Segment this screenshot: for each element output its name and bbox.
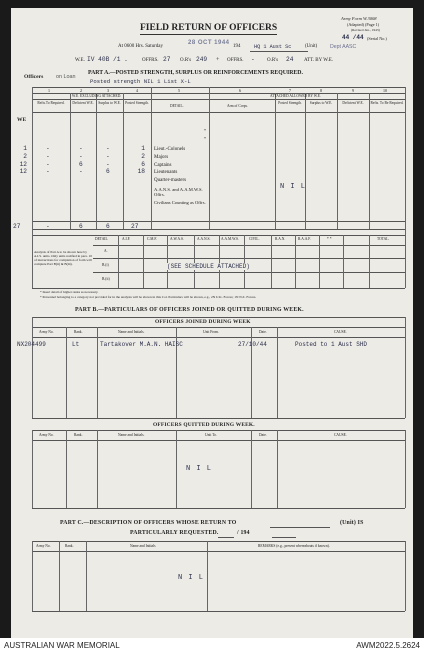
date-stamp: 28 OCT 1944: [188, 40, 230, 46]
att-label: ATT. BY W.E.: [304, 58, 334, 63]
we-excl-header: W.E. EXCLUDING ATTACHED.: [72, 94, 122, 98]
detail-label: DETAIL: [95, 237, 108, 241]
attached-nil: N I L: [280, 183, 307, 191]
analysis-col-raaf: R.A.A.F.: [298, 237, 311, 241]
col1-values: - - - -: [46, 145, 50, 176]
part-c-col-name: Name and Initials: [130, 544, 156, 548]
analysis-col-aamws: A.A.M.W.S.: [221, 237, 239, 241]
col-label-4: Posted Strength.: [125, 101, 149, 105]
col3-values: - - - 6: [106, 145, 110, 176]
offrs2-label: OFFRS.: [227, 58, 244, 63]
col-label-9: Deficient W.E.: [342, 101, 364, 105]
year-label: 194: [233, 44, 241, 49]
col2-values: - - 6 -: [79, 145, 83, 176]
posted-strength-note: Posted strength NIL 1 List X-L: [90, 78, 191, 85]
col-num-3: 3: [107, 88, 109, 93]
we-value: IV 40B /1 .: [87, 56, 128, 63]
on-loan-stamp: on Loan: [56, 74, 76, 80]
detail-row-aans: A.A.N.S. and A.A.M.W.S. Offrs.: [154, 187, 203, 198]
at-hours-label: At 0600 Hrs. Saturday: [118, 44, 163, 49]
joined-col-rank: Rank.: [74, 330, 83, 334]
we-side-label: WE: [17, 117, 27, 123]
total-col1: -: [46, 223, 50, 230]
quitted-col-date: Date.: [259, 433, 267, 437]
officers-on-label: Officers: [24, 74, 44, 80]
analysis-col-aans: A.A.N.S.: [197, 237, 211, 241]
joined-name: Tartakover M.A.N. HAISC: [100, 341, 183, 348]
quitted-col-cause: CAUSE.: [334, 433, 347, 437]
row-a: A.: [104, 249, 108, 253]
row-bi: B.(i): [102, 263, 109, 267]
footer-left: AUSTRALIAN WAR MEMORIAL: [4, 641, 120, 650]
we-label: W.E.: [75, 58, 85, 63]
quitted-col-rank: Rank.: [74, 433, 83, 437]
part-c-date: / 194: [237, 530, 250, 536]
col-label-10: Refts. To Be Required.: [370, 101, 404, 105]
col-num-6: 6: [239, 88, 241, 93]
part-b-title: PART B.—PARTICULARS OF OFFICERS JOINED OR QUITTED DURING WEEK.: [75, 307, 304, 313]
unit-typed: HQ 1 Aust Sc: [254, 44, 292, 50]
joined-rank: Lt: [72, 341, 80, 348]
analysis-col-cmf: C.M.F.: [147, 237, 157, 241]
col-num-4: 4: [136, 88, 138, 93]
detail-row: Lieutenants: [154, 170, 178, 176]
form-title: FIELD RETURN OF OFFICERS: [140, 23, 278, 33]
col-label-5: DETAIL.: [170, 104, 184, 108]
col-num-7: 7: [289, 88, 291, 93]
col-num-2: 2: [80, 88, 82, 93]
footnote-1: * Insert detail of higher ranks as necessary.: [40, 290, 99, 294]
analysis-col-awas: A.W.A.S.: [170, 237, 184, 241]
footer-right: AWM2022.5.2624: [356, 641, 420, 650]
col-label-1: Refts.To Required.: [37, 101, 65, 105]
quitted-nil: N I L: [186, 465, 213, 473]
offrs-label: OFFRS.: [142, 58, 159, 63]
part-c-particularly: PARTICULARLY REQUESTED.: [130, 530, 219, 536]
joined-col-cause: CAUSE.: [334, 330, 347, 334]
analysis-note: Analysis of Part A to be shown here by A.I.S. units. Only units notified in para. 10 of instructions for completion of form will complete Part B(ii) & B(iii).: [34, 250, 93, 266]
col-label-3: Surplus to W.E.: [98, 101, 121, 105]
quitted-title: OFFICERS QUITTED DURING WEEK.: [153, 422, 255, 428]
schedule-note: (SEE SCHEDULE ATTACHED): [167, 263, 250, 270]
detail-rows: [154, 146, 186, 185]
att-allowed-header: ATTACHED ALLOWED BY W.E.: [270, 94, 321, 98]
total-col4: 27: [131, 223, 139, 230]
joined-date: 27/10/44: [238, 341, 267, 348]
total-col3: 6: [106, 223, 110, 230]
col-num-9: 9: [352, 88, 354, 93]
col-label-6: Arm of Corps.: [227, 104, 248, 108]
col4-values: 1 2 6 18: [137, 145, 145, 176]
detail-row: Lieut.-Colonels: [154, 147, 186, 152]
part-a-title: PART A.—POSTED STRENGTH, SURPLUS OR REINFORCEMENTS REQUIRED.: [88, 70, 303, 76]
army-form-label: Army Form W.3008: [341, 16, 377, 21]
total-we: 27: [13, 223, 21, 230]
part-c-col-army-no: Army No.: [36, 544, 51, 548]
serial-label: (Serial No.): [367, 36, 387, 41]
analysis-col-civil: CIVIL.: [249, 237, 260, 241]
joined-army-no: NX204499: [17, 341, 46, 348]
adapted-label: (Adapted) (Page 1): [347, 22, 380, 27]
joined-col-name: Name and Initials.: [118, 330, 145, 334]
joined-col-army-no: Army No.: [39, 330, 54, 334]
plus-sign: +: [216, 57, 220, 63]
ors2-label: O.R's: [267, 58, 279, 63]
quitted-col-unit-to: Unit To.: [205, 433, 217, 437]
analysis-col-total: TOTAL.: [377, 237, 390, 241]
row-bii: B.(ii): [102, 277, 110, 281]
we-numbers: 1 2 12 12: [19, 145, 27, 176]
footer-bar: [0, 638, 424, 653]
total-col2: 6: [79, 223, 83, 230]
col-label-7: Posted Strength.: [278, 101, 302, 105]
analysis-col-aif: A.I.F.: [122, 237, 131, 241]
joined-col-unit-from: Unit From.: [203, 330, 219, 334]
ors-label: O.R's: [180, 58, 192, 63]
detail-row-civilians: Civilians Counting as Offrs.: [154, 200, 206, 205]
ors2-value: 24: [286, 56, 294, 63]
col-num-5: 5: [178, 88, 180, 93]
detail-row: Captains: [154, 162, 172, 168]
col-label-2: Deficient W.E.: [72, 101, 94, 105]
part-c-nil: N I L: [178, 574, 205, 582]
joined-cause: Posted to 1 Aust SHD: [295, 341, 368, 348]
analysis-col-other: * *: [327, 237, 332, 241]
offrs2-value: -: [251, 56, 255, 63]
part-c-col-remarks: REMARKS (e.g., present whereabouts if known).: [258, 544, 330, 548]
col-num-1: 1: [48, 88, 50, 93]
unit-stamp: Dept AASC: [330, 44, 357, 50]
joined-col-date: Date.: [259, 330, 267, 334]
unit-label: (Unit): [305, 44, 318, 49]
joined-title: OFFICERS JOINED DURING WEEK: [155, 319, 251, 325]
col-num-8: 8: [320, 88, 322, 93]
col-label-8: Surplus to W.E.: [309, 101, 333, 105]
quitted-col-name: Name and Initials.: [118, 433, 145, 437]
offrs-value: 27: [163, 56, 171, 63]
revised-label: (Revised Jan., 1943): [351, 28, 380, 32]
footnote-2: * Personnel belonging to a category not provided for in the analysis will be shown in this Col. Particulars will be shown, e.g., 2N U.K. Forces; 1N N.Z. Forces.: [40, 295, 257, 299]
part-c-title: PART C.—DESCRIPTION OF OFFICERS WHOSE RETURN TO: [60, 520, 237, 526]
part-c-unit-is: (Unit) IS: [340, 520, 364, 526]
part-c-col-rank: Rank.: [65, 544, 74, 548]
serial-number: 44 /44: [342, 34, 364, 41]
analysis-col-ran: R.A.N.: [275, 237, 286, 241]
quitted-col-army-no: Army No.: [39, 433, 54, 437]
detail-row: Quarter-masters: [154, 178, 187, 184]
ors-value: 249: [196, 56, 208, 63]
col-num-10: 10: [383, 88, 387, 93]
detail-row: Majors: [154, 154, 169, 160]
